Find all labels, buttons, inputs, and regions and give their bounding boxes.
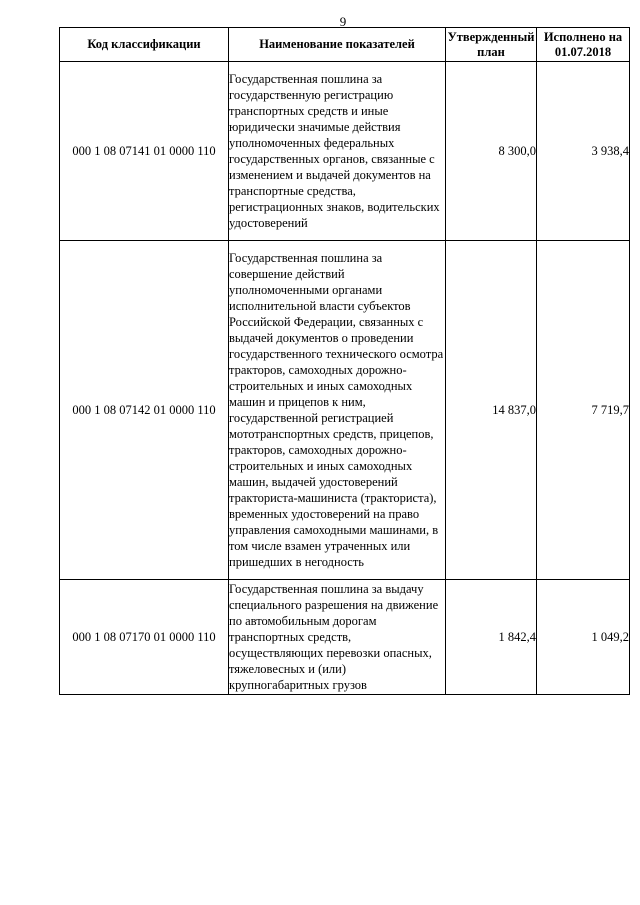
executed-cell: 1 049,2 xyxy=(537,580,630,695)
table-row xyxy=(60,62,630,241)
executed-cell: 7 719,7 xyxy=(537,241,630,580)
indicator-name-cell: Государственная пошлина за выдачу специального разрешения на движение по автомобильным дорогам транспортных средств, осуществляющих перевозки опасных, тяжеловесных и (или) крупногабаритных грузов xyxy=(229,580,446,695)
indicator-name-cell: Государственная пошлина за государственную регистрацию транспортных средств и иные юридически значимые действия уполномоченных федеральных государственных органов, связанные с изменением и выдачей документов на транспортные средства, регистрационных знаков, водительских удостоверений xyxy=(229,62,446,241)
approved-plan-cell: 1 842,4 xyxy=(446,580,537,695)
table-header-row xyxy=(60,28,630,62)
indicator-name-cell: Государственная пошлина за совершение действий уполномоченными органами исполнительной власти субъектов Российской Федерации, связанных с выдачей документов о проведении государственного технического осмотра тракторов, самоходных дорожно-строительных и иных самоходных машин и прицепов к ним, государственной регистрацией мототранспортных средств, прицепов, тракторов, самоходных дорожно-строительных и иных самоходных машин, выдачей удостоверений тракториста-машиниста (тракториста), временных удостоверений на право управления самоходными машинами, в том числе взамен утраченных или пришедших в негодность xyxy=(229,241,446,580)
classification-code-cell: 000 1 08 07141 01 0000 110 xyxy=(60,62,229,241)
budget-revenue-table xyxy=(59,27,630,695)
table-row xyxy=(60,580,630,695)
table-row xyxy=(60,241,630,580)
header-indicator-name: Наименование показателей xyxy=(229,28,446,62)
header-approved-plan: Утвержденный план xyxy=(446,28,537,62)
approved-plan-cell: 14 837,0 xyxy=(446,241,537,580)
page-number: 9 xyxy=(339,14,347,29)
approved-plan-cell: 8 300,0 xyxy=(446,62,537,241)
header-classification-code: Код классификации xyxy=(60,28,229,62)
header-executed: Исполнено на 01.07.2018 xyxy=(537,28,630,62)
classification-code-cell: 000 1 08 07170 01 0000 110 xyxy=(60,580,229,695)
executed-cell: 3 938,4 xyxy=(537,62,630,241)
classification-code-cell: 000 1 08 07142 01 0000 110 xyxy=(60,241,229,580)
